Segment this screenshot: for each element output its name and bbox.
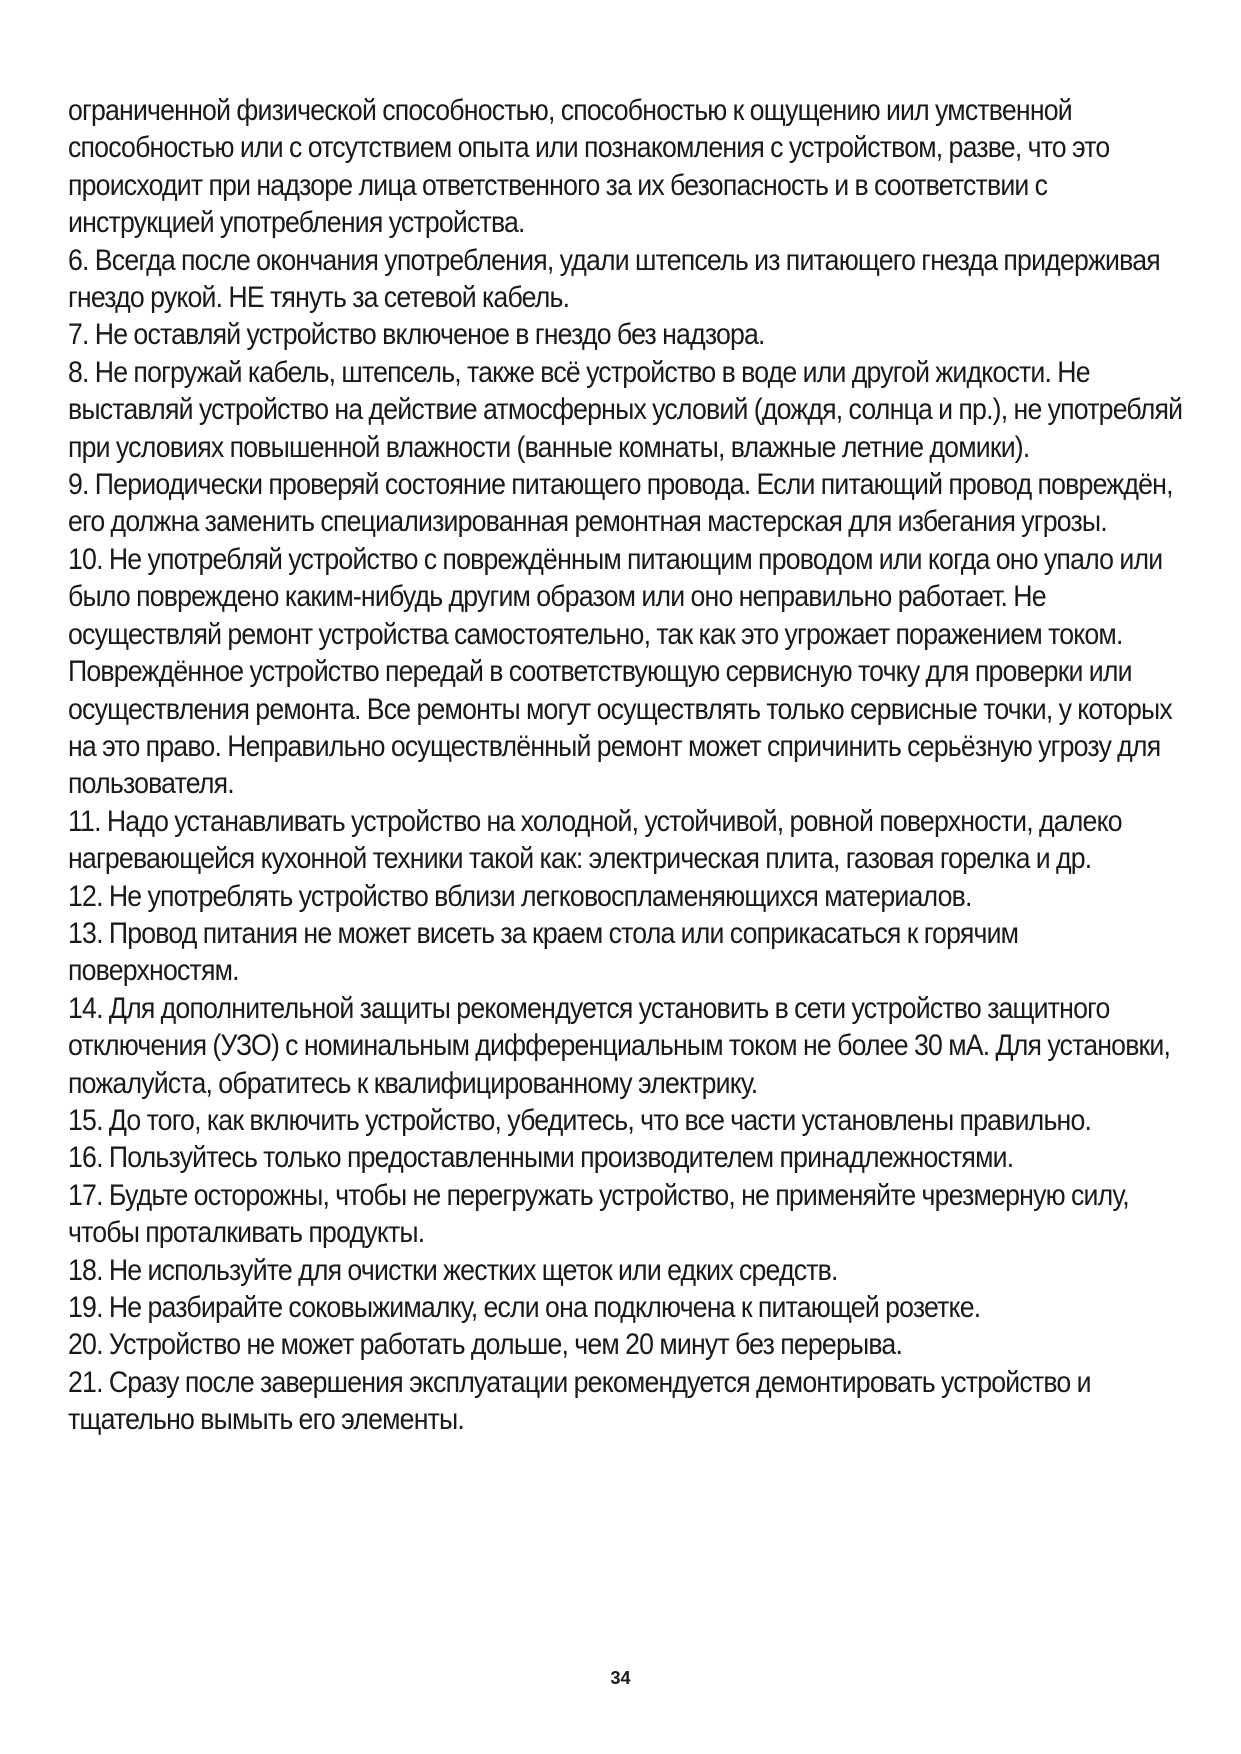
paragraph-item-12: 12. Не употреблять устройство вблизи легковоспламеняющихся материалов. <box>68 879 972 913</box>
paragraph-item-13: 13. Провод питания не может висеть за краем стола или соприкасаться к горячим поверхностям. <box>68 916 1019 988</box>
paragraph-continuation: ограниченной физической способностью, способностью к ощущению иил умственной способностью или с отсутствием опыта или познакомления с устройством, разве, что это происходит при надзоре лица ответственного за их безопасность и в соответствии с инструкцией употребления устройства. <box>68 94 1110 240</box>
instructions-text <box>68 92 1188 1439</box>
paragraph-item-20: 20. Устройство не может работать дольше, чем 20 минут без перерыва. <box>68 1328 903 1362</box>
paragraph-item-17: 17. Будьте осторожны, чтобы не перегружать устройство, не применяйте чрезмерную силу, чтобы проталкивать продукты. <box>68 1178 1129 1250</box>
paragraph-item-8: 8. Не погружай кабель, штепсель, также всё устройство в воде или другой жидкости. Не выставляй устройство на действие атмосферных условий (дождя, солнца и пр.), не употребляй при условиях повышенной влажности (ванные комнаты, влажные летние домики). <box>68 355 1183 464</box>
paragraph-item-9: 9. Периодически проверяй состояние питающего провода. Если питающий провод повреждён, его должна заменить специализированная ремонтная мастерская для избегания угрозы. <box>68 468 1173 539</box>
paragraph-item-7: 7. Не оставляй устройство включеное в гнездо без надзора. <box>68 318 765 352</box>
paragraph-item-16: 16. Пользуйтесь только предоставленными производителем принадлежностями. <box>68 1141 1014 1175</box>
page-number: 34 <box>610 1668 631 1688</box>
paragraph-item-11: 11. Надо устанавливать устройство на холодной, устойчивой, ровной поверхности, далеко нагревающейся кухонной техники такой как: электрическая плита, газовая горелка и др. <box>68 804 1122 876</box>
paragraph-item-18: 18. Не используйте для очистки жестких щеток или едких средств. <box>68 1253 838 1287</box>
paragraph-item-6: 6. Всегда после окончания употребления, удали штепсель из питающего гнезда придерживая гнездо рукой. НЕ тянуть за сетевой кабель. <box>68 243 1160 315</box>
paragraph-item-21: 21. Сразу после завершения эксплуатации рекомендуется демонтировать устройство и тщательно вымыть его элементы. <box>68 1365 1091 1437</box>
paragraph-item-15: 15. До того, как включить устройство, убедитесь, что все части установлены правильно. <box>68 1103 1092 1137</box>
paragraph-item-14: 14. Для дополнительной защиты рекомендуется установить в сети устройство защитного отключения (УЗО) с номинальным дифференциальным током не более 30 мА. Для установки, пожалуйста, обратитесь к квалифицированному электрику. <box>68 991 1171 1100</box>
paragraph-item-19: 19. Не разбирайте соковыжималку, если она подключена к питающей розетке. <box>68 1291 981 1324</box>
paragraph-item-10: 10. Не употребляй устройство с повреждённым питающим проводом или когда оно упало или было повреждено каким-нибудь другим образом или оно неправильно работает. Не осуществляй ремонт устройства самостоятельно, так как это угрожает поражением током. Повреждённое устройство передай в соответствующую сервисную точку для проверки или осуществления ремонта. Все ремонты могут осуществлять только сервисные точки, у которых на это право. Неправильно осуществлённый ремонт может спричинить серьёзную угрозу для пользователя. <box>68 542 1172 801</box>
